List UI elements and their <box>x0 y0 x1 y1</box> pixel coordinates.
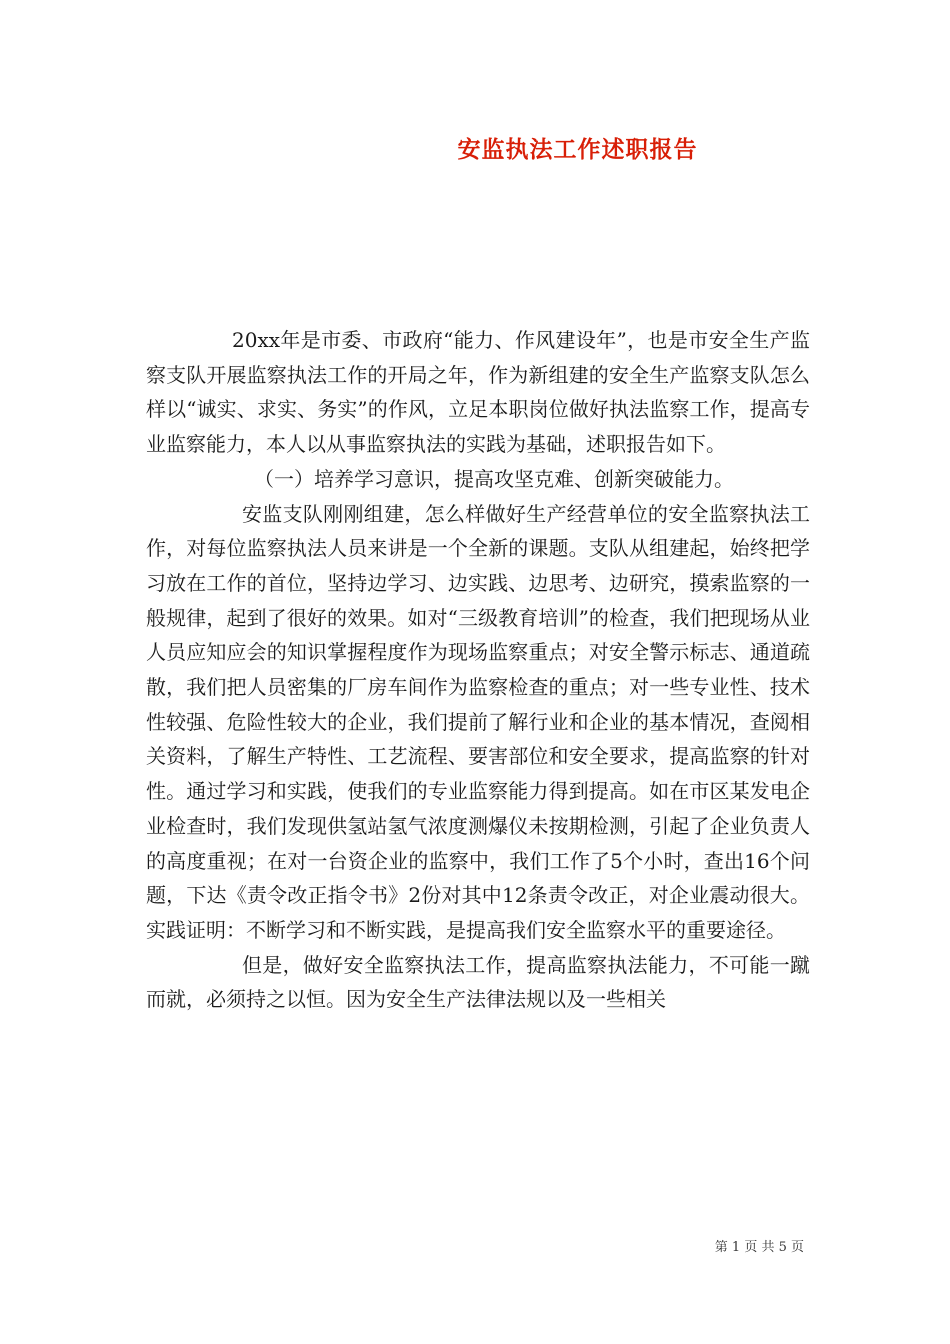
document-body <box>146 323 810 1017</box>
paragraph-intro: 20xx年是市委、市政府“能力、作风建设年”，也是市安全生产监察支队开展监察执法工作的开局之年，作为新组建的安全生产监察支队怎么样以“诚实、求实、务实”的作风，立足本职岗位做好执法监察工作，提高专业监察能力，本人以从事监察执法的实践为基础，述职报告如下。 <box>146 328 810 457</box>
paragraph-body: 安监支队刚刚组建，怎么样做好生产经营单位的安全监察执法工作，对每位监察执法人员来讲是一个全新的课题。支队从组建起，始终把学习放在工作的首位，坚持边学习、边实践、边思考、边研究，摸索监察的一般规律，起到了很好的效果。如对“三级教育培训”的检查，我们把现场从业人员应知应会的知识掌握程度作为现场监察重点；对安全警示标志、通道疏散，我们把人员密集的厂房车间作为监察检查的重点；对一些专业性、技术性较强、危险性较大的企业，我们提前了解行业和企业的基本情况，查阅相关资料，了解生产特性、工艺流程、要害部位和安全要求，提高监察的针对性。通过学习和实践，使我们的专业监察能力得到提高。如在市区某发电企业检查时，我们发现供氢站氢气浓度测爆仪未按期检测，引起了企业负责人的高度重视；在对一台资企业的监察中，我们工作了5个小时，查出16个问题，下达《责令改正指令书》2份对其中12条责令改正，对企业震动很大。实践证明：不断学习和不断实践，是提高我们安全监察水平的重要途径。 <box>146 501 810 942</box>
page-number-footer: 第 1 页 共 5 页 <box>714 1240 804 1255</box>
section-heading: （一）培养学习意识，提高攻坚克难、创新突破能力。 <box>254 466 734 491</box>
paragraph-continued: 但是，做好安全监察执法工作，提高监察执法能力，不可能一蹴而就，必须持之以恒。因为安全生产法律法规以及一些相关 <box>146 952 810 1012</box>
document-title: 安监执法工作述职报告 <box>457 136 698 163</box>
